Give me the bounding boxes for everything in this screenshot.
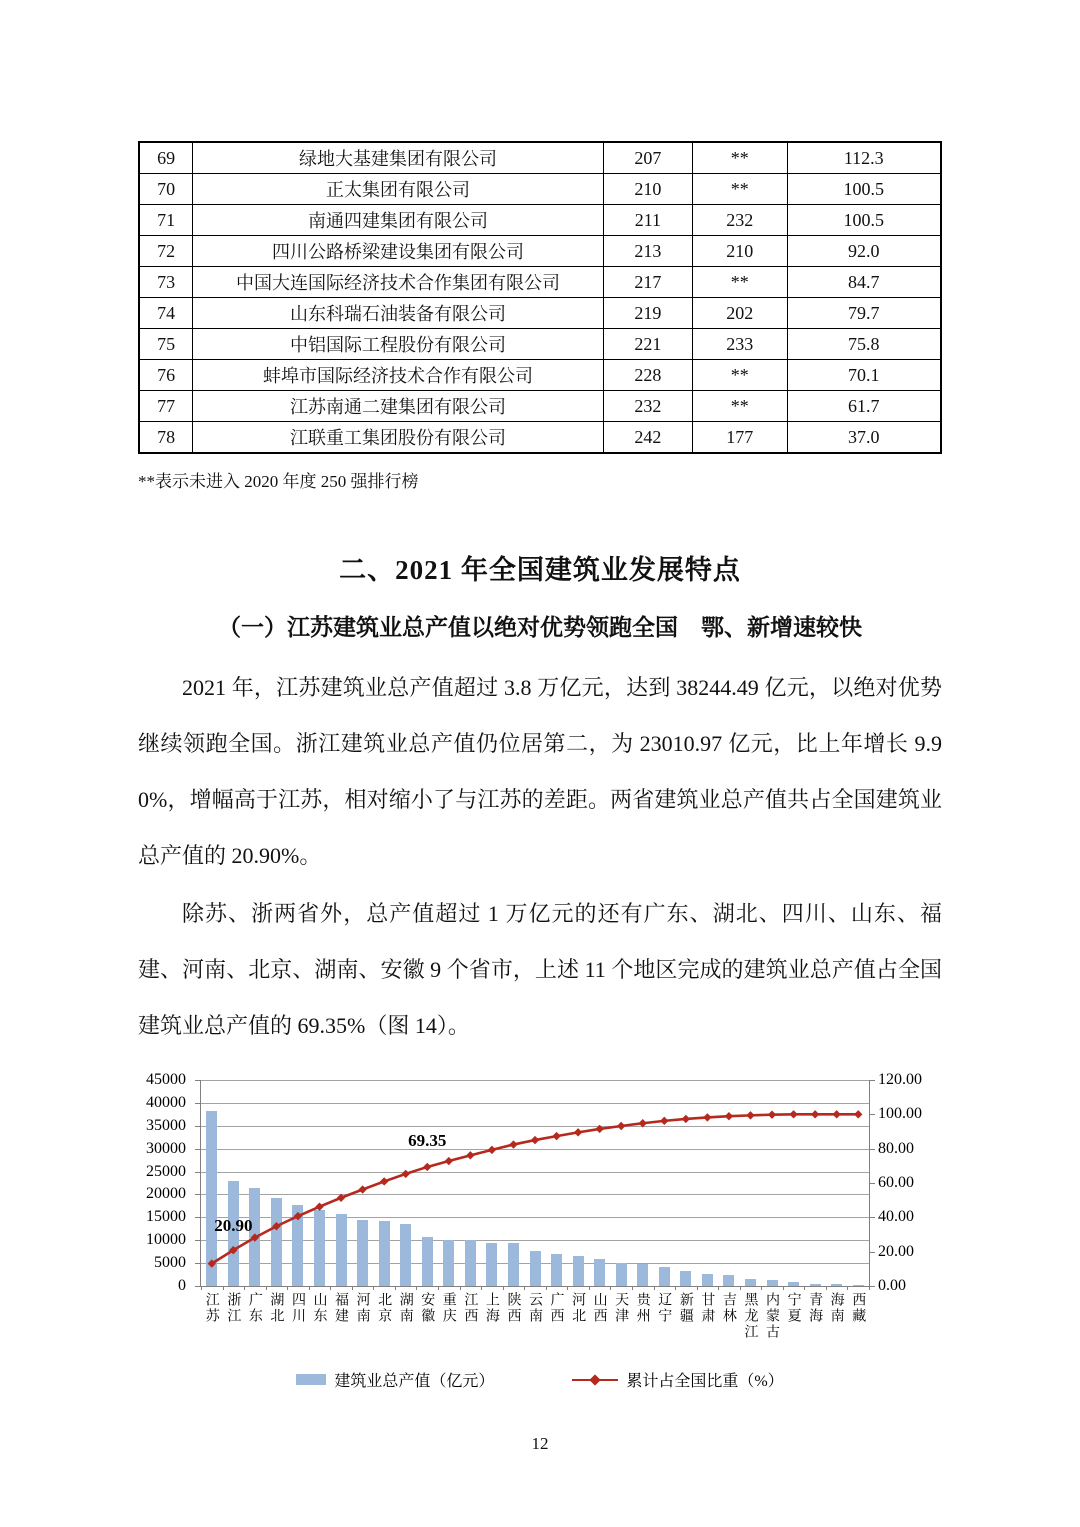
table-row — [139, 391, 941, 422]
table-cell: 绿地大基建集团有限公司 — [193, 142, 604, 174]
table-cell: 75.8 — [787, 329, 941, 360]
table-cell: 219 — [603, 298, 692, 329]
x-axis-label: 安徽 — [419, 1292, 435, 1324]
table-cell: 217 — [603, 267, 692, 298]
table-cell: 228 — [603, 360, 692, 391]
table-cell: ** — [692, 142, 787, 174]
x-axis-label: 甘肃 — [699, 1292, 715, 1324]
x-axis-label: 河南 — [354, 1292, 370, 1324]
x-axis-label: 贵州 — [634, 1292, 650, 1324]
table-cell: 211 — [603, 205, 692, 236]
x-axis-label: 山东 — [311, 1292, 327, 1324]
legend-item-bars — [296, 1368, 494, 1391]
table-cell: 210 — [603, 174, 692, 205]
x-axis-label: 陕西 — [505, 1292, 521, 1324]
table-cell: 四川公路桥梁建设集团有限公司 — [193, 236, 604, 267]
figure-14-chart — [138, 1068, 942, 1406]
left-axis-tick-label: 25000 — [146, 1162, 186, 1180]
x-axis-label: 四川 — [289, 1292, 305, 1324]
left-axis-tick-label: 15000 — [146, 1208, 186, 1226]
table-row — [139, 236, 941, 267]
table-cell: 75 — [139, 329, 193, 360]
x-axis-label: 宁夏 — [785, 1292, 801, 1324]
table-cell: 112.3 — [787, 142, 941, 174]
table-cell: ** — [692, 391, 787, 422]
x-axis-label: 辽宁 — [656, 1292, 672, 1324]
x-axis-label: 天津 — [613, 1292, 629, 1324]
right-axis-tick-label: 80.00 — [878, 1139, 914, 1157]
line-series — [201, 1080, 869, 1286]
chart-legend — [138, 1368, 942, 1391]
right-axis-tick-label: 0.00 — [878, 1277, 906, 1294]
x-axis-label: 西藏 — [850, 1292, 866, 1324]
paragraph-2: 除苏、浙两省外，总产值超过 1 万亿元的还有广东、湖北、四川、山东、福建、河南、北京、湖南、安徽 9 个省市，上述 11 个地区完成的建筑业总产值占全国建筑业总产值的 69.35%（图 14）。 — [138, 901, 942, 1038]
legend-label-bars: 建筑业总产值（亿元） — [334, 1373, 495, 1390]
table-cell: 71 — [139, 205, 193, 236]
table-cell: 江苏南通二建集团有限公司 — [193, 391, 604, 422]
table-cell: 100.5 — [787, 174, 941, 205]
x-axis-label: 内蒙古 — [764, 1292, 780, 1340]
x-axis-label: 江西 — [462, 1292, 478, 1324]
table-cell: 233 — [692, 329, 787, 360]
ranking-table — [138, 141, 942, 454]
x-axis-label: 山西 — [591, 1292, 607, 1324]
table-row — [139, 142, 941, 174]
table-cell: 南通四建集团有限公司 — [193, 205, 604, 236]
left-axis-tick-label: 20000 — [146, 1185, 186, 1203]
table-cell: 207 — [603, 142, 692, 174]
table-cell: 61.7 — [787, 391, 941, 422]
table-cell: 正太集团有限公司 — [193, 174, 604, 205]
table-cell: 72 — [139, 236, 193, 267]
table-cell: 69 — [139, 142, 193, 174]
left-axis-tick-label: 45000 — [146, 1071, 186, 1088]
x-axis-label: 江苏 — [203, 1292, 219, 1324]
right-axis-tick-label: 20.00 — [878, 1242, 914, 1260]
x-axis-label: 湖南 — [397, 1292, 413, 1324]
table-cell: 73 — [139, 267, 193, 298]
chart-plot-area — [200, 1080, 870, 1287]
table-row — [139, 360, 941, 391]
table-cell: 232 — [692, 205, 787, 236]
table-cell: 74 — [139, 298, 193, 329]
x-axis-label: 新疆 — [677, 1292, 693, 1324]
left-axis-tick-label: 30000 — [146, 1139, 186, 1157]
table-cell: 221 — [603, 329, 692, 360]
table-cell: 100.5 — [787, 205, 941, 236]
x-axis-label: 上海 — [483, 1292, 499, 1324]
table-cell: 76 — [139, 360, 193, 391]
table-cell: ** — [692, 360, 787, 391]
right-axis-tick-label: 60.00 — [878, 1174, 914, 1191]
x-axis-label: 福建 — [333, 1292, 349, 1324]
table-cell: 202 — [692, 298, 787, 329]
x-axis-label: 湖北 — [268, 1292, 284, 1324]
x-axis-label: 云南 — [526, 1292, 542, 1324]
chart-annotation: 20.90 — [214, 1216, 253, 1236]
table-cell: 210 — [692, 236, 787, 267]
left-axis-tick-label: 5000 — [154, 1254, 186, 1272]
section-title: 二、2021 年全国建筑业发展特点 — [339, 555, 741, 585]
table-row — [139, 298, 941, 329]
table-cell: 84.7 — [787, 267, 941, 298]
table-row — [139, 267, 941, 298]
table-cell: 蚌埠市国际经济技术合作有限公司 — [193, 360, 604, 391]
table-cell: 177 — [692, 422, 787, 454]
table-cell: 山东科瑞石油装备有限公司 — [193, 298, 604, 329]
x-axis-label: 重庆 — [440, 1292, 456, 1324]
x-axis-label: 广西 — [548, 1292, 564, 1324]
table-cell: 江联重工集团股份有限公司 — [193, 422, 604, 454]
legend-item-line — [572, 1368, 783, 1391]
table-cell: 92.0 — [787, 236, 941, 267]
table-footnote: **表示未进入 2020 年度 250 强排行榜 — [138, 472, 419, 491]
left-axis-tick-label: 40000 — [146, 1093, 186, 1111]
table-row — [139, 422, 941, 454]
table-cell: 70 — [139, 174, 193, 205]
x-axis-label: 吉林 — [720, 1292, 736, 1324]
table-cell: 242 — [603, 422, 692, 454]
table-row — [139, 174, 941, 205]
table-cell: 70.1 — [787, 360, 941, 391]
line-series-marker-icon — [572, 1374, 618, 1386]
right-axis-tick-label: 40.00 — [878, 1208, 914, 1226]
bar-series-swatch — [296, 1374, 326, 1385]
left-axis-tick-label: 0 — [178, 1277, 186, 1294]
table-cell: 213 — [603, 236, 692, 267]
x-axis-label: 浙江 — [225, 1292, 241, 1324]
legend-label-line: 累计占全国比重（%） — [626, 1373, 784, 1390]
table-row — [139, 205, 941, 236]
table-cell: 77 — [139, 391, 193, 422]
table-cell: 78 — [139, 422, 193, 454]
table-cell: 37.0 — [787, 422, 941, 454]
table-cell: 中国大连国际经济技术合作集团有限公司 — [193, 267, 604, 298]
table-cell: 中铝国际工程股份有限公司 — [193, 329, 604, 360]
right-axis-tick-label: 100.00 — [878, 1105, 922, 1123]
x-axis-label: 河北 — [570, 1292, 586, 1324]
page-number: 12 — [531, 1434, 549, 1453]
left-axis-tick-label: 35000 — [146, 1116, 186, 1134]
table-cell: 79.7 — [787, 298, 941, 329]
x-axis-label: 北京 — [376, 1292, 392, 1324]
right-axis-tick-label: 120.00 — [878, 1071, 922, 1088]
subsection-title: （一）江苏建筑业总产值以绝对优势领跑全国 鄂、新增速较快 — [218, 615, 862, 640]
table-cell: ** — [692, 267, 787, 298]
chart-annotation: 69.35 — [408, 1130, 447, 1150]
table-cell: 232 — [603, 391, 692, 422]
table-row — [139, 329, 941, 360]
x-axis-label: 黑龙江 — [742, 1292, 758, 1340]
chart-x-axis-labels — [200, 1292, 868, 1362]
paragraph-1: 2021 年，江苏建筑业总产值超过 3.8 万亿元，达到 38244.49 亿元，以绝对优势继续领跑全国。浙江建筑业总产值仍位居第二，为 23010.97 亿元，比上年增长 9.90%，增幅高于江苏，相对缩小了与江苏的差距。两省建筑业总产值共占全国建筑业总产值的 20.90%。 — [138, 675, 942, 868]
table-cell: ** — [692, 174, 787, 205]
x-axis-label: 青海 — [807, 1292, 823, 1324]
left-axis-tick-label: 10000 — [146, 1231, 186, 1249]
x-axis-label: 广东 — [246, 1292, 262, 1324]
x-axis-label: 海南 — [828, 1292, 844, 1324]
